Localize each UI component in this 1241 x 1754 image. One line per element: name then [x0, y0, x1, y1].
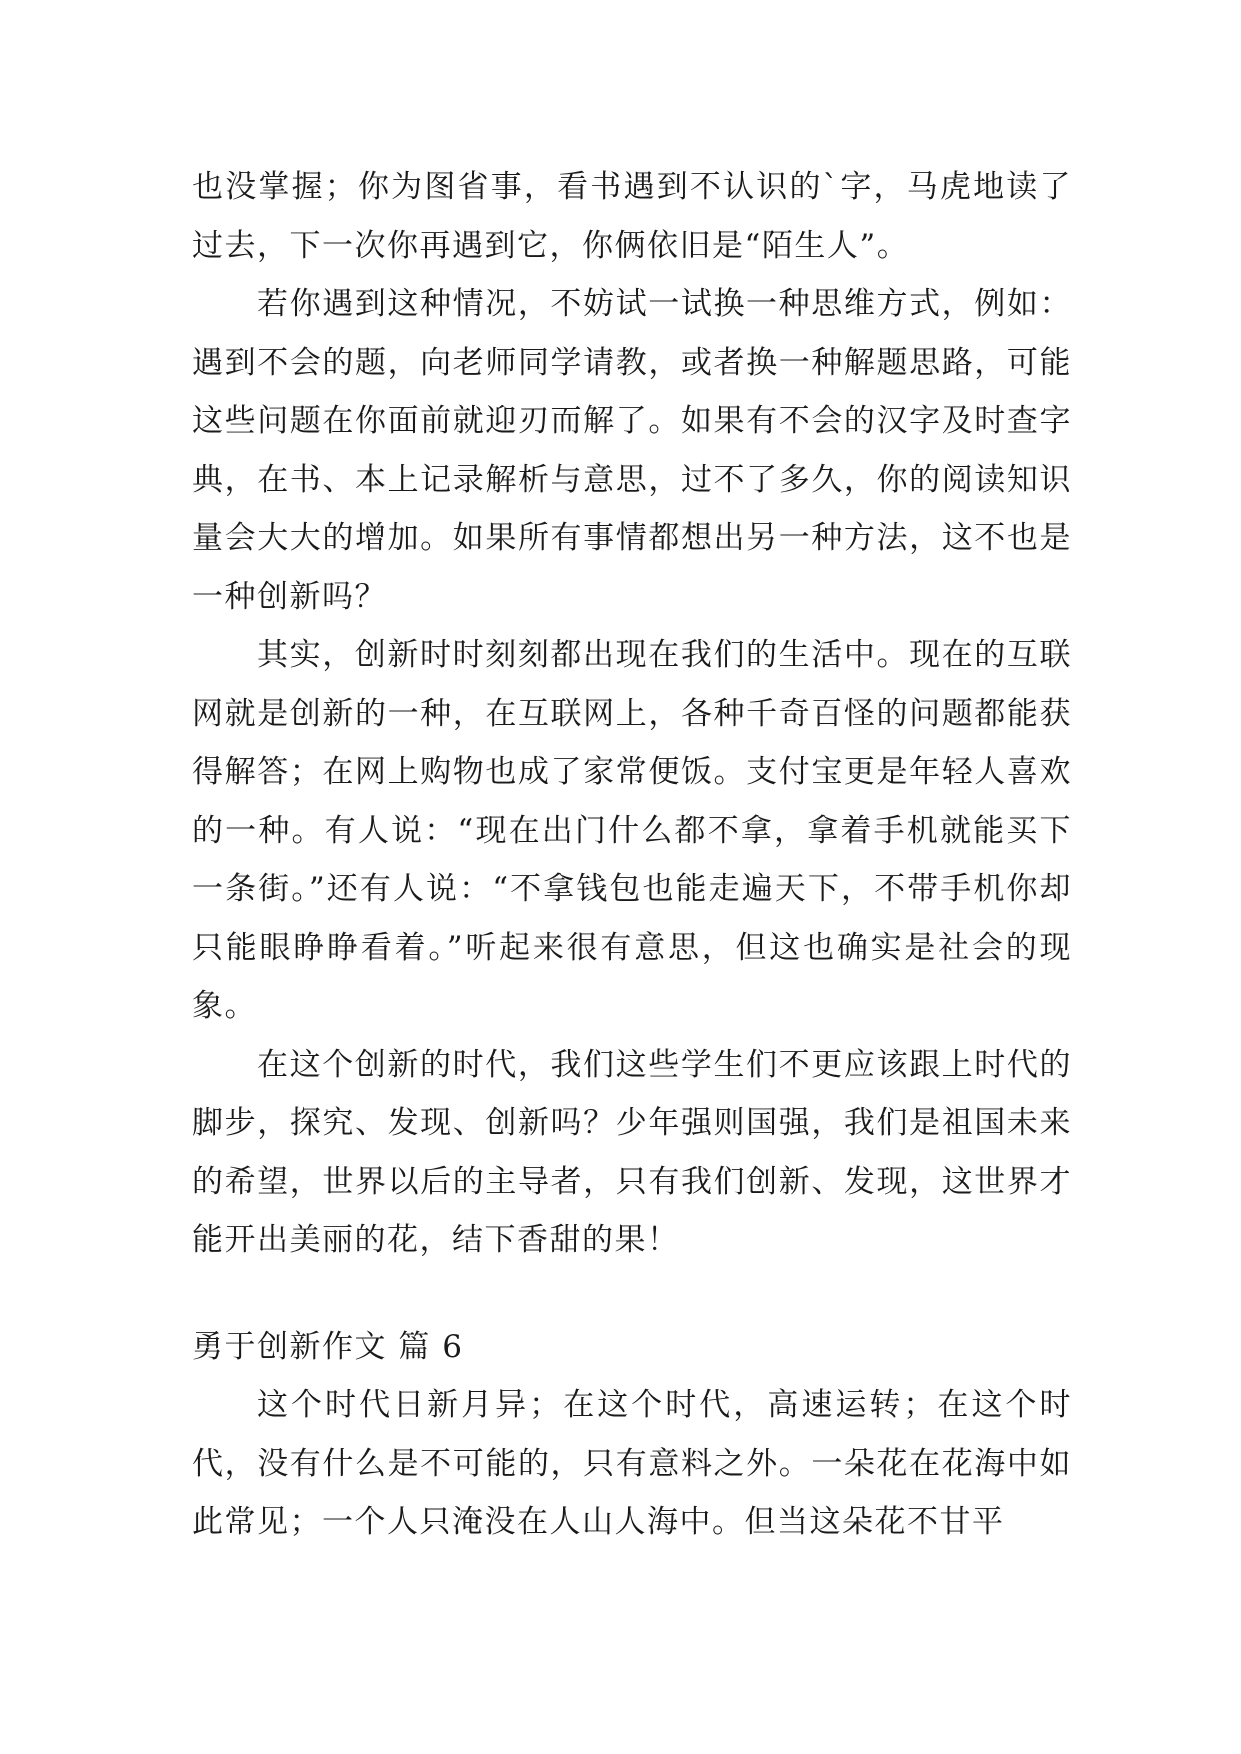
document-body: [192, 158, 1072, 1552]
paragraph-section-6: 这个时代日新月异；在这个时代，高速运转；在这个时代，没有什么是不可能的，只有意料之外。一朵花在花海中如此常见；一个人只淹没在人山人海中。但当这朵花不甘平: [192, 1387, 1072, 1540]
paragraph-thinking: 若你遇到这种情况，不妨试一试换一种思维方式，例如：遇到不会的题，向老师同学请教，或者换一种解题思路，可能这些问题在你面前就迎刃而解了。如果有不会的汉字及时查字典，在书、本上记录解析与意思，过不了多久，你的阅读知识量会大大的增加。如果所有事情都想出另一种方法，这不也是一种创新吗？: [192, 286, 1072, 615]
paragraph-students: 在这个创新的时代，我们这些学生们不更应该跟上时代的脚步，探究、发现、创新吗？少年强则国强，我们是祖国未来的希望，世界以后的主导者，只有我们创新、发现，这世界才能开出美丽的花，结下香甜的果！: [192, 1046, 1072, 1258]
section-heading: 勇于创新作文 篇 6: [192, 1328, 464, 1365]
paragraph-internet: 其实，创新时时刻刻都出现在我们的生活中。现在的互联网就是创新的一种，在互联网上，各种千奇百怪的问题都能获得解答；在网上购物也成了家常便饭。支付宝更是年轻人喜欢的一种。有人说：“现在出门什么都不拿，拿着手机就能买下一条街。”还有人说：“不拿钱包也能走遍天下，不带手机你却只能眼睁睁看着。”听起来很有意思，但这也确实是社会的现象。: [192, 637, 1072, 1024]
section-spacer: [192, 1270, 1072, 1318]
paragraph-continued: 也没掌握；你为图省事，看书遇到不认识的`字，马虎地读了过去，下一次你再遇到它，你俩依旧是“陌生人”。: [192, 169, 1072, 264]
